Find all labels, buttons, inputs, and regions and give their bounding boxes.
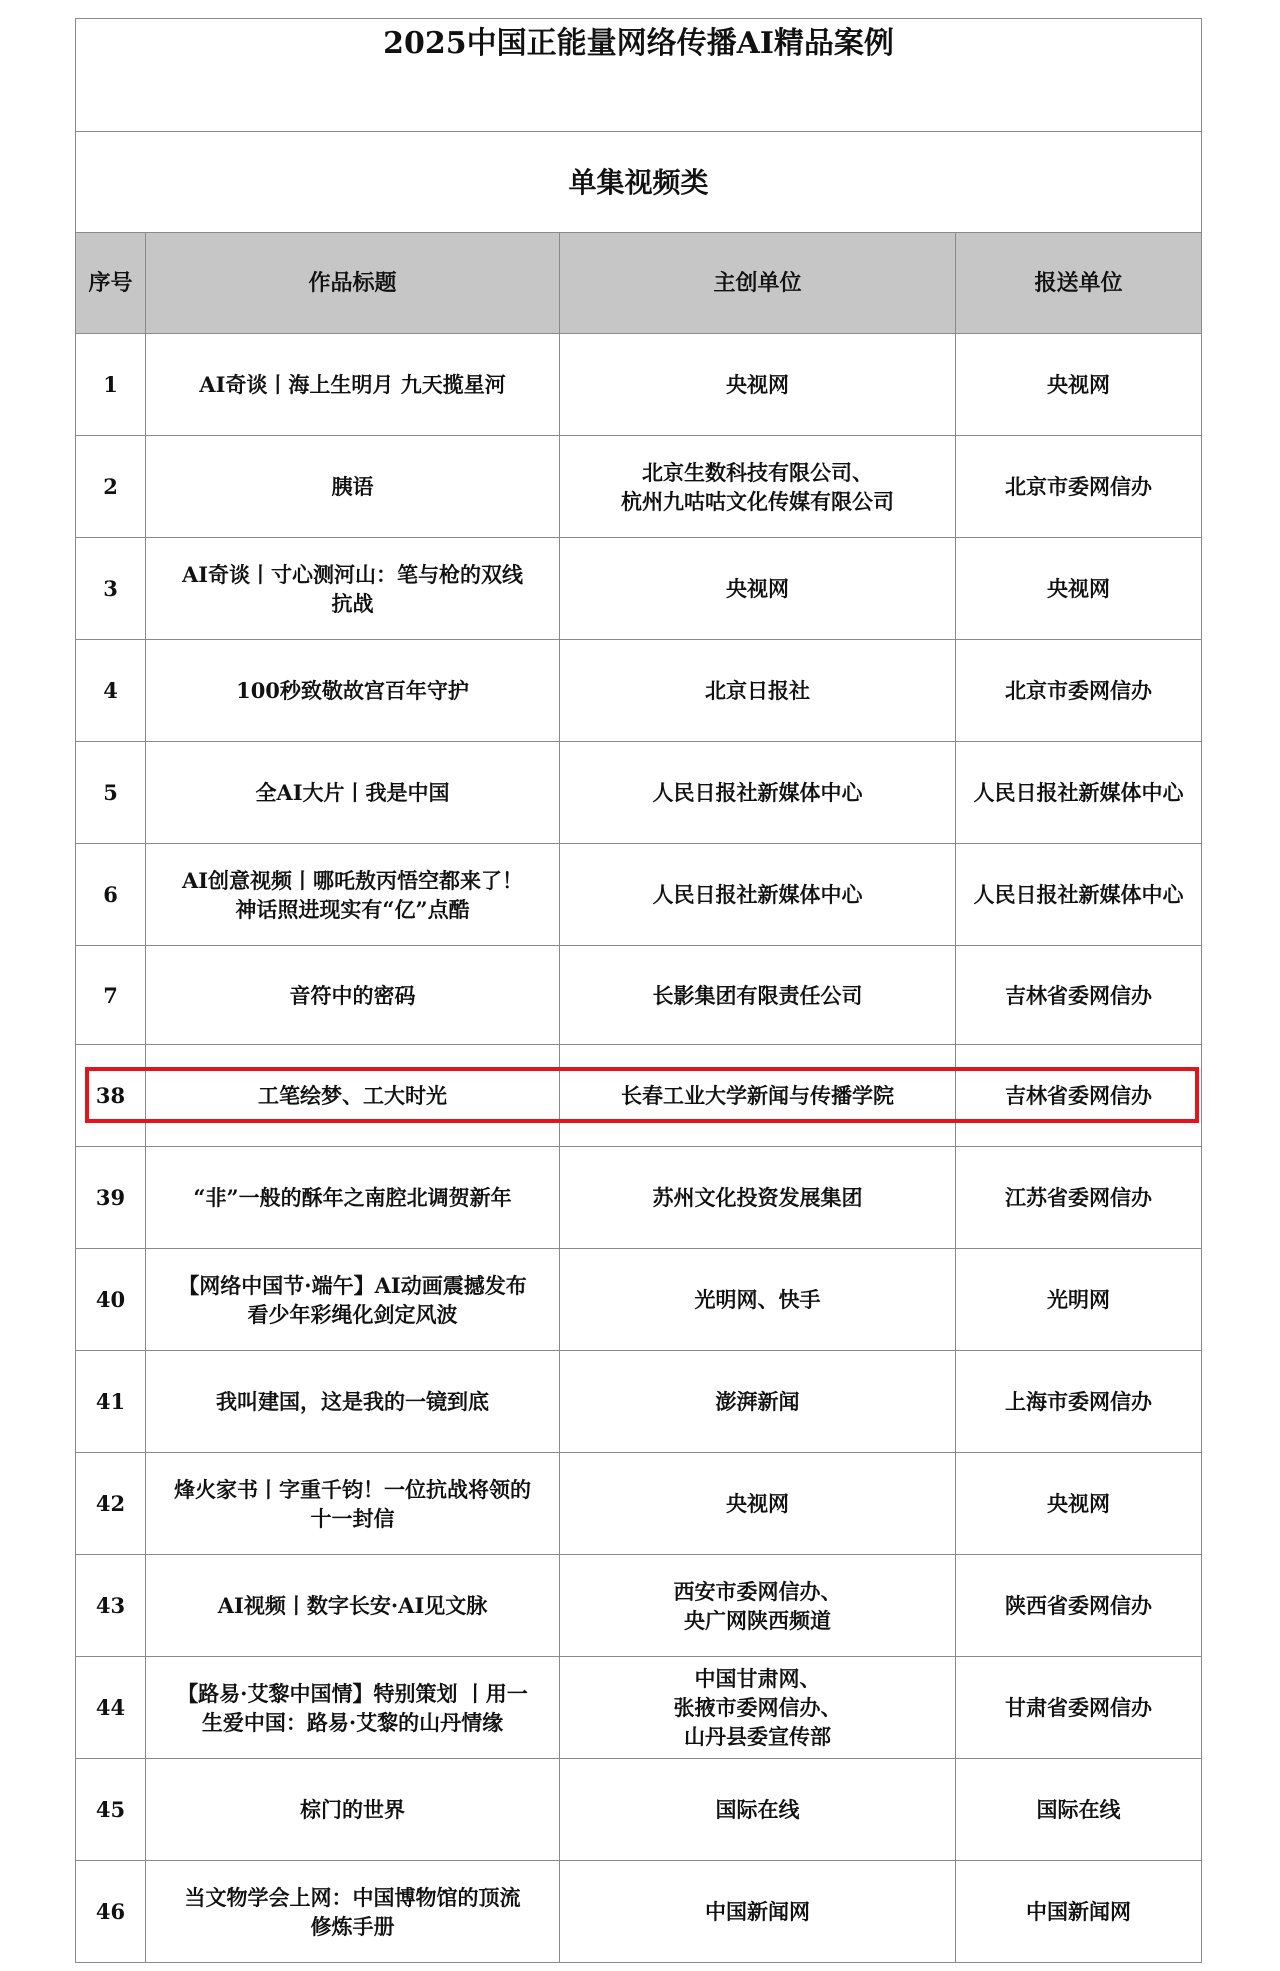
cell-creator <box>560 1657 956 1759</box>
cell-no <box>76 946 146 1045</box>
table-row <box>76 334 1202 436</box>
cell-title-text: “非”一般的酥年之南腔北调贺新年 <box>193 1185 512 1210</box>
cell-title-text: 音符中的密码 <box>289 982 416 1008</box>
cell-creator <box>560 538 956 640</box>
header-submitter: 报送单位 <box>956 233 1202 334</box>
cell-creator-text: 中国新闻网 <box>705 1899 810 1924</box>
cell-no-text: 5 <box>103 780 118 805</box>
cell-title-text: 我叫建国，这是我的一镜到底 <box>216 1389 489 1414</box>
cell-no-text: 39 <box>95 1185 126 1210</box>
cell-submitter-text: 陕西省委网信办 <box>1005 1593 1152 1618</box>
cell-submitter <box>956 844 1202 946</box>
cell-creator-text: 央视网 <box>726 372 789 397</box>
cell-submitter-text: 光明网 <box>1047 1287 1110 1312</box>
cell-creator <box>560 946 956 1045</box>
cell-submitter <box>956 1249 1202 1351</box>
cell-creator-text: 西安市委网信办、 央广网陕西频道 <box>673 1578 842 1633</box>
cell-title-text: 当文物学会上网：中国博物馆的顶流 修炼手册 <box>184 1884 521 1939</box>
cell-submitter-text: 国际在线 <box>1036 1797 1121 1822</box>
cell-no <box>76 1555 146 1657</box>
cell-submitter <box>956 334 1202 436</box>
cell-title <box>146 1045 560 1147</box>
cell-submitter <box>956 538 1202 640</box>
cell-title <box>146 334 560 436</box>
cell-creator <box>560 334 956 436</box>
cell-title-text: AI奇谈丨海上生明月 九天揽星河 <box>199 372 506 397</box>
cell-title <box>146 742 560 844</box>
cell-title-text: AI视频丨数字长安·AI见文脉 <box>217 1593 488 1618</box>
header-no: 序号 <box>76 233 146 334</box>
cell-title-text: AI奇谈丨寸心测河山：笔与枪的双线 抗战 <box>181 561 524 616</box>
cell-no <box>76 1147 146 1249</box>
cell-no-text: 2 <box>103 474 118 499</box>
cell-no-text: 41 <box>95 1389 126 1414</box>
cell-creator-text: 光明网、快手 <box>694 1287 821 1312</box>
cell-no <box>76 1249 146 1351</box>
cell-submitter <box>956 1045 1202 1147</box>
cell-title <box>146 1555 560 1657</box>
cell-creator-text: 长影集团有限责任公司 <box>652 982 863 1008</box>
cell-no <box>76 538 146 640</box>
table-row <box>76 1249 1202 1351</box>
table-row <box>76 1861 1202 1963</box>
cell-submitter-text: 江苏省委网信办 <box>1005 1185 1152 1210</box>
cell-title <box>146 1453 560 1555</box>
table-row <box>76 844 1202 946</box>
cell-no <box>76 1657 146 1759</box>
table-row <box>76 538 1202 640</box>
cell-submitter <box>956 1453 1202 1555</box>
document-title: 2025中国正能量网络传播AI精品案例 <box>76 19 1202 132</box>
cell-submitter <box>956 1759 1202 1861</box>
cell-title <box>146 1759 560 1861</box>
cell-no-text: 43 <box>95 1593 126 1618</box>
cell-creator-text: 人民日报社新媒体中心 <box>652 882 863 907</box>
cell-title <box>146 1147 560 1249</box>
cell-creator <box>560 1453 956 1555</box>
header-row <box>76 233 1202 334</box>
cell-title-text: 工笔绘梦、工大时光 <box>258 1083 447 1108</box>
cell-no-text: 46 <box>95 1899 126 1924</box>
cell-creator <box>560 436 956 538</box>
table-row <box>76 1657 1202 1759</box>
cell-title <box>146 1351 560 1453</box>
cell-submitter-text: 央视网 <box>1047 1491 1110 1516</box>
table-row <box>76 1351 1202 1453</box>
table-row <box>76 1045 1202 1147</box>
cell-creator <box>560 844 956 946</box>
table-row <box>76 742 1202 844</box>
cell-title <box>146 1861 560 1963</box>
cell-no-text: 38 <box>95 1083 126 1108</box>
cell-creator-text: 北京日报社 <box>705 678 810 703</box>
cell-no <box>76 1045 146 1147</box>
cell-no <box>76 1453 146 1555</box>
table-row <box>76 640 1202 742</box>
cell-submitter <box>956 1861 1202 1963</box>
cell-creator <box>560 1045 956 1147</box>
cell-creator <box>560 1147 956 1249</box>
cell-no <box>76 1861 146 1963</box>
header-title: 作品标题 <box>146 233 560 334</box>
cell-title-text: 棕门的世界 <box>300 1797 405 1822</box>
cell-submitter-text: 人民日报社新媒体中心 <box>973 882 1184 907</box>
cell-submitter <box>956 436 1202 538</box>
cell-creator-text: 苏州文化投资发展集团 <box>652 1185 863 1210</box>
cell-no-text: 45 <box>95 1797 126 1822</box>
cell-submitter <box>956 946 1202 1045</box>
category-row <box>76 132 1202 233</box>
cell-title <box>146 946 560 1045</box>
cell-title <box>146 436 560 538</box>
cell-no <box>76 742 146 844</box>
cell-submitter-text: 北京市委网信办 <box>1005 678 1152 703</box>
cell-title-text: 【路易·艾黎中国情】特别策划 丨用一 生爱中国：路易·艾黎的山丹情缘 <box>177 1680 528 1735</box>
cell-submitter <box>956 1147 1202 1249</box>
cell-submitter-text: 央视网 <box>1047 576 1110 601</box>
cell-creator <box>560 640 956 742</box>
cell-title <box>146 1249 560 1351</box>
cell-submitter-text: 吉林省委网信办 <box>1005 982 1152 1008</box>
cell-submitter <box>956 742 1202 844</box>
cell-title-text: 烽火家书丨字重千钧！一位抗战将领的 十一封信 <box>174 1476 531 1531</box>
cell-no-text: 1 <box>103 372 118 397</box>
cell-creator-text: 人民日报社新媒体中心 <box>652 780 863 805</box>
header-creator: 主创单位 <box>560 233 956 334</box>
cell-no <box>76 1759 146 1861</box>
cell-title <box>146 538 560 640</box>
cell-creator-text: 国际在线 <box>715 1797 800 1822</box>
table-row <box>76 1147 1202 1249</box>
cell-creator-text: 中国甘肃网、 张掖市委网信办、 山丹县委宣传部 <box>673 1666 842 1749</box>
cell-submitter <box>956 1555 1202 1657</box>
cell-title-text: 【网络中国节·端午】AI动画震撼发布 看少年彩绳化剑定风波 <box>178 1272 527 1327</box>
cases-table <box>75 18 1202 1963</box>
table-row <box>76 436 1202 538</box>
cell-submitter-text: 上海市委网信办 <box>1005 1389 1152 1414</box>
cell-submitter-text: 央视网 <box>1047 372 1110 397</box>
cell-no-text: 4 <box>103 678 118 703</box>
cell-submitter-text: 甘肃省委网信办 <box>1005 1695 1152 1720</box>
cell-no-text: 6 <box>103 882 118 907</box>
cell-submitter <box>956 1351 1202 1453</box>
cell-no <box>76 640 146 742</box>
table-row <box>76 1759 1202 1861</box>
cell-creator-text: 澎湃新闻 <box>715 1389 800 1414</box>
cell-submitter-text: 北京市委网信办 <box>1005 474 1152 499</box>
cell-creator-text: 央视网 <box>726 576 789 601</box>
cell-no-text: 44 <box>95 1695 126 1720</box>
cell-no <box>76 334 146 436</box>
cell-creator <box>560 1555 956 1657</box>
cell-title-text: 胰语 <box>331 474 374 499</box>
cell-submitter <box>956 1657 1202 1759</box>
cell-title-text: 100秒致敬故宫百年守护 <box>236 678 469 703</box>
cell-submitter-text: 吉林省委网信办 <box>1005 1083 1152 1108</box>
cell-no <box>76 1351 146 1453</box>
cell-creator <box>560 1351 956 1453</box>
cell-creator-text: 北京生数科技有限公司、 杭州九咕咕文化传媒有限公司 <box>621 459 894 514</box>
cell-creator <box>560 1249 956 1351</box>
cell-creator <box>560 1861 956 1963</box>
title-row <box>76 19 1202 132</box>
cell-title-text: AI创意视频丨哪吒敖丙悟空都来了！ 神话照进现实有“亿”点酷 <box>181 867 524 922</box>
cell-title <box>146 640 560 742</box>
cell-creator <box>560 742 956 844</box>
cell-no <box>76 436 146 538</box>
table-row <box>76 946 1202 1045</box>
cell-no-text: 3 <box>103 576 118 601</box>
cell-title <box>146 1657 560 1759</box>
cell-no-text: 7 <box>103 982 118 1008</box>
cell-creator-text: 长春工业大学新闻与传播学院 <box>621 1083 894 1108</box>
cell-no <box>76 844 146 946</box>
cell-no-text: 40 <box>95 1287 126 1312</box>
cell-creator <box>560 1759 956 1861</box>
cell-submitter <box>956 640 1202 742</box>
cell-creator-text: 央视网 <box>726 1491 789 1516</box>
category-label: 单集视频类 <box>76 132 1202 233</box>
table-row <box>76 1555 1202 1657</box>
cell-title-text: 全AI大片丨我是中国 <box>255 780 450 805</box>
cell-submitter-text: 中国新闻网 <box>1026 1899 1131 1924</box>
table-row <box>76 1453 1202 1555</box>
cell-submitter-text: 人民日报社新媒体中心 <box>973 780 1184 805</box>
cell-title <box>146 844 560 946</box>
cell-no-text: 42 <box>95 1491 126 1516</box>
